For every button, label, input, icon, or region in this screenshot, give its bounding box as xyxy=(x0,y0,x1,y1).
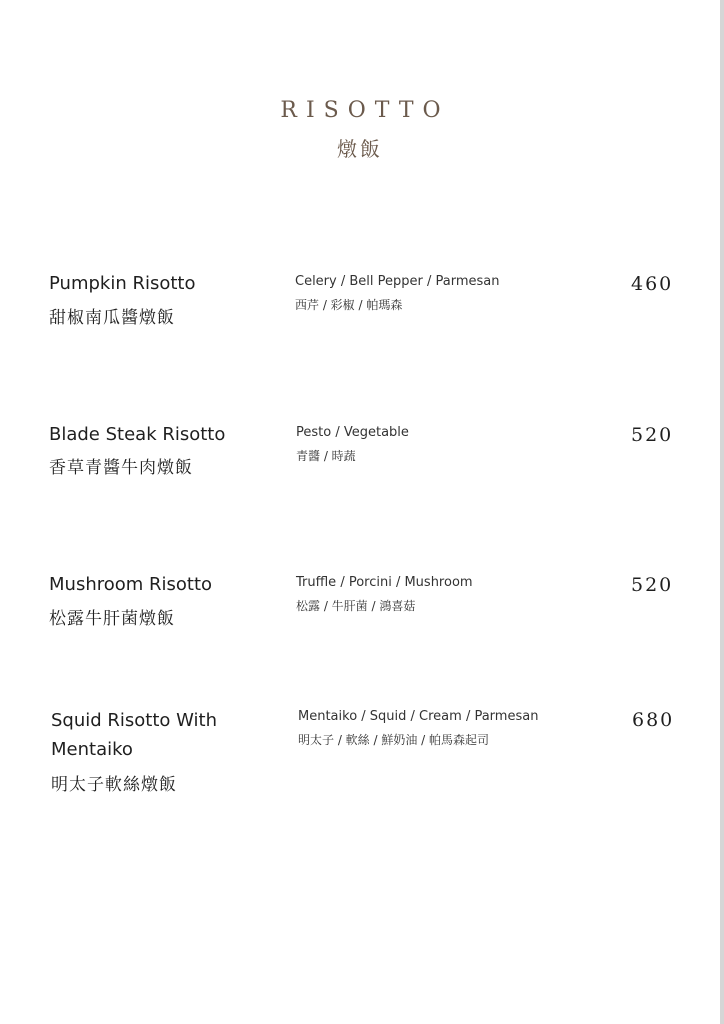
section-title-chinese: 燉飯 xyxy=(337,137,383,161)
ingredients-english: Mentaiko / Squid / Cream / Parmesan xyxy=(298,709,539,724)
dish-name-chinese: 香草青醬牛肉燉飯 xyxy=(49,458,193,478)
ingredients-english: Truffle / Porcini / Mushroom xyxy=(296,575,473,590)
dish-name-chinese: 甜椒南瓜醬燉飯 xyxy=(49,308,175,328)
dish-name-english: Pumpkin Risotto xyxy=(49,273,196,294)
page-edge-divider xyxy=(720,0,724,1024)
dish-name-english: Blade Steak Risotto xyxy=(49,424,226,445)
menu-header xyxy=(0,96,720,162)
dish-name-chinese: 松露牛肝菌燉飯 xyxy=(49,609,175,629)
dish-price: 460 xyxy=(631,273,674,295)
ingredients-chinese: 西芹 / 彩椒 / 帕瑪森 xyxy=(295,298,403,312)
ingredients-chinese: 青醬 / 時蔬 xyxy=(296,449,356,463)
ingredients-chinese: 明太子 / 軟絲 / 鮮奶油 / 帕馬森起司 xyxy=(298,733,490,747)
dish-price: 520 xyxy=(631,574,674,596)
ingredients-english: Pesto / Vegetable xyxy=(296,425,409,440)
dish-name-chinese: 明太子軟絲燉飯 xyxy=(51,775,177,795)
ingredients-chinese: 松露 / 牛肝菌 / 鴻喜菇 xyxy=(296,599,416,613)
section-title-english: RISOTTO xyxy=(280,98,450,123)
dish-name-english: Mushroom Risotto xyxy=(49,574,213,595)
dish-price: 520 xyxy=(631,424,674,446)
dish-name-english: Squid Risotto With Mentaiko xyxy=(51,710,218,760)
ingredients-english: Celery / Bell Pepper / Parmesan xyxy=(295,274,500,289)
dish-price: 680 xyxy=(632,709,675,731)
